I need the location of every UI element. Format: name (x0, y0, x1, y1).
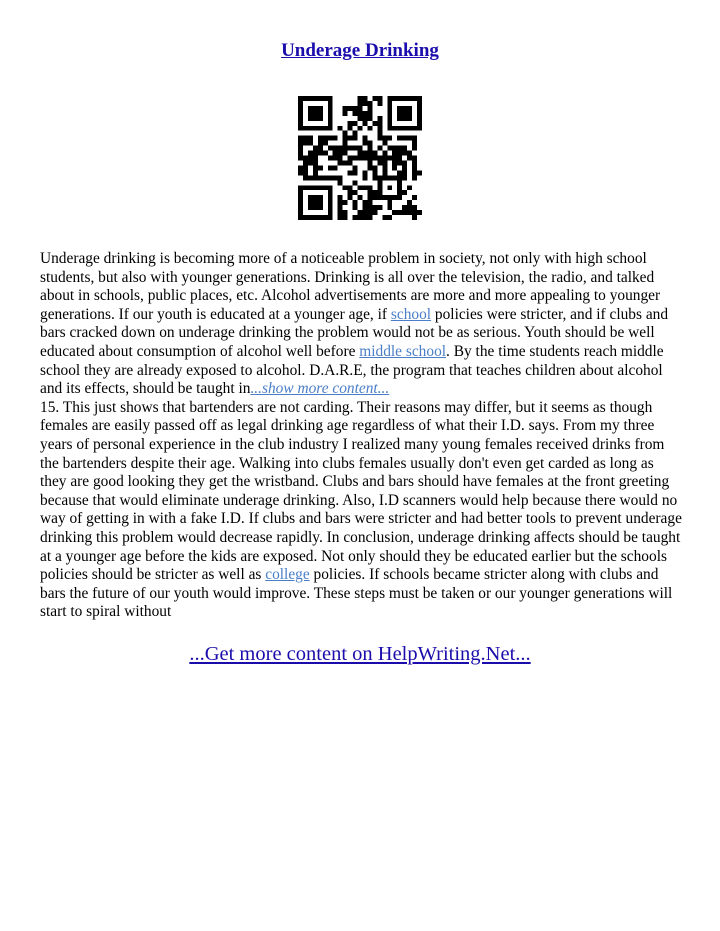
middle-school-link[interactable]: middle school (359, 342, 447, 360)
article-paragraph-2 (40, 399, 682, 622)
title-container (0, 40, 720, 62)
cta-container (0, 643, 720, 666)
document-title-link[interactable]: Underage Drinking (281, 40, 439, 61)
college-link[interactable]: college (265, 566, 310, 584)
show-more-link[interactable]: ...show more content... (250, 380, 390, 398)
paragraph-text: policies were stricter, and if clubs and bars cracked down on underage drinking the problem would not be as serious. Youth should be well educated about consumption of alcohol well before (40, 305, 669, 360)
article-body (40, 250, 682, 622)
paragraph-text: Underage drinking is becoming more of a noticeable problem in society, not only with high school students, but also with younger generations. Drinking is all over the television, the radio, and talked about in schools, public places, etc. Alcohol advertisements are more and more appealing to younger generations. If our youth is educated at a younger age, if (40, 250, 661, 323)
paragraph-text: policies. If schools became stricter along with clubs and bars the future of our youth would improve. These steps must be taken or our younger generations will start to spiral without (40, 566, 673, 621)
article-paragraph-1 (40, 250, 682, 399)
school-link[interactable]: school (390, 305, 432, 323)
get-more-content-link[interactable]: ...Get more content on HelpWriting.Net... (189, 643, 531, 665)
qr-code-icon (298, 96, 422, 220)
paragraph-text: . By the time students reach middle school they are already exposed to alcohol. D.A.R.E, the program that teaches children about alcohol and its effects, should be taught in (40, 342, 664, 398)
paragraph-text: 15. This just shows that bartenders are not carding. Their reasons may differ, but it seems as though females are easily passed off as legal drinking age regardless of what their I.D. says. From my three years of personal experience in the club industry I realized many young females received drinks from the bartenders despite their age. Walking into clubs females usually don't even get carded as long as they are good looking they get the wristband. Clubs and bars should have females at the front greeting because that would eliminate underage drinking. Also, I.D scanners would help because there would no way of getting in with a fake I.D. If clubs and bars were stricter and had better tools to prevent underage drinking this problem would decrease rapidly. In conclusion, underage drinking affects should be taught at a younger age before the kids are exposed. Not only should they be educated earlier but the schools policies should be stricter as well as (40, 398, 682, 584)
